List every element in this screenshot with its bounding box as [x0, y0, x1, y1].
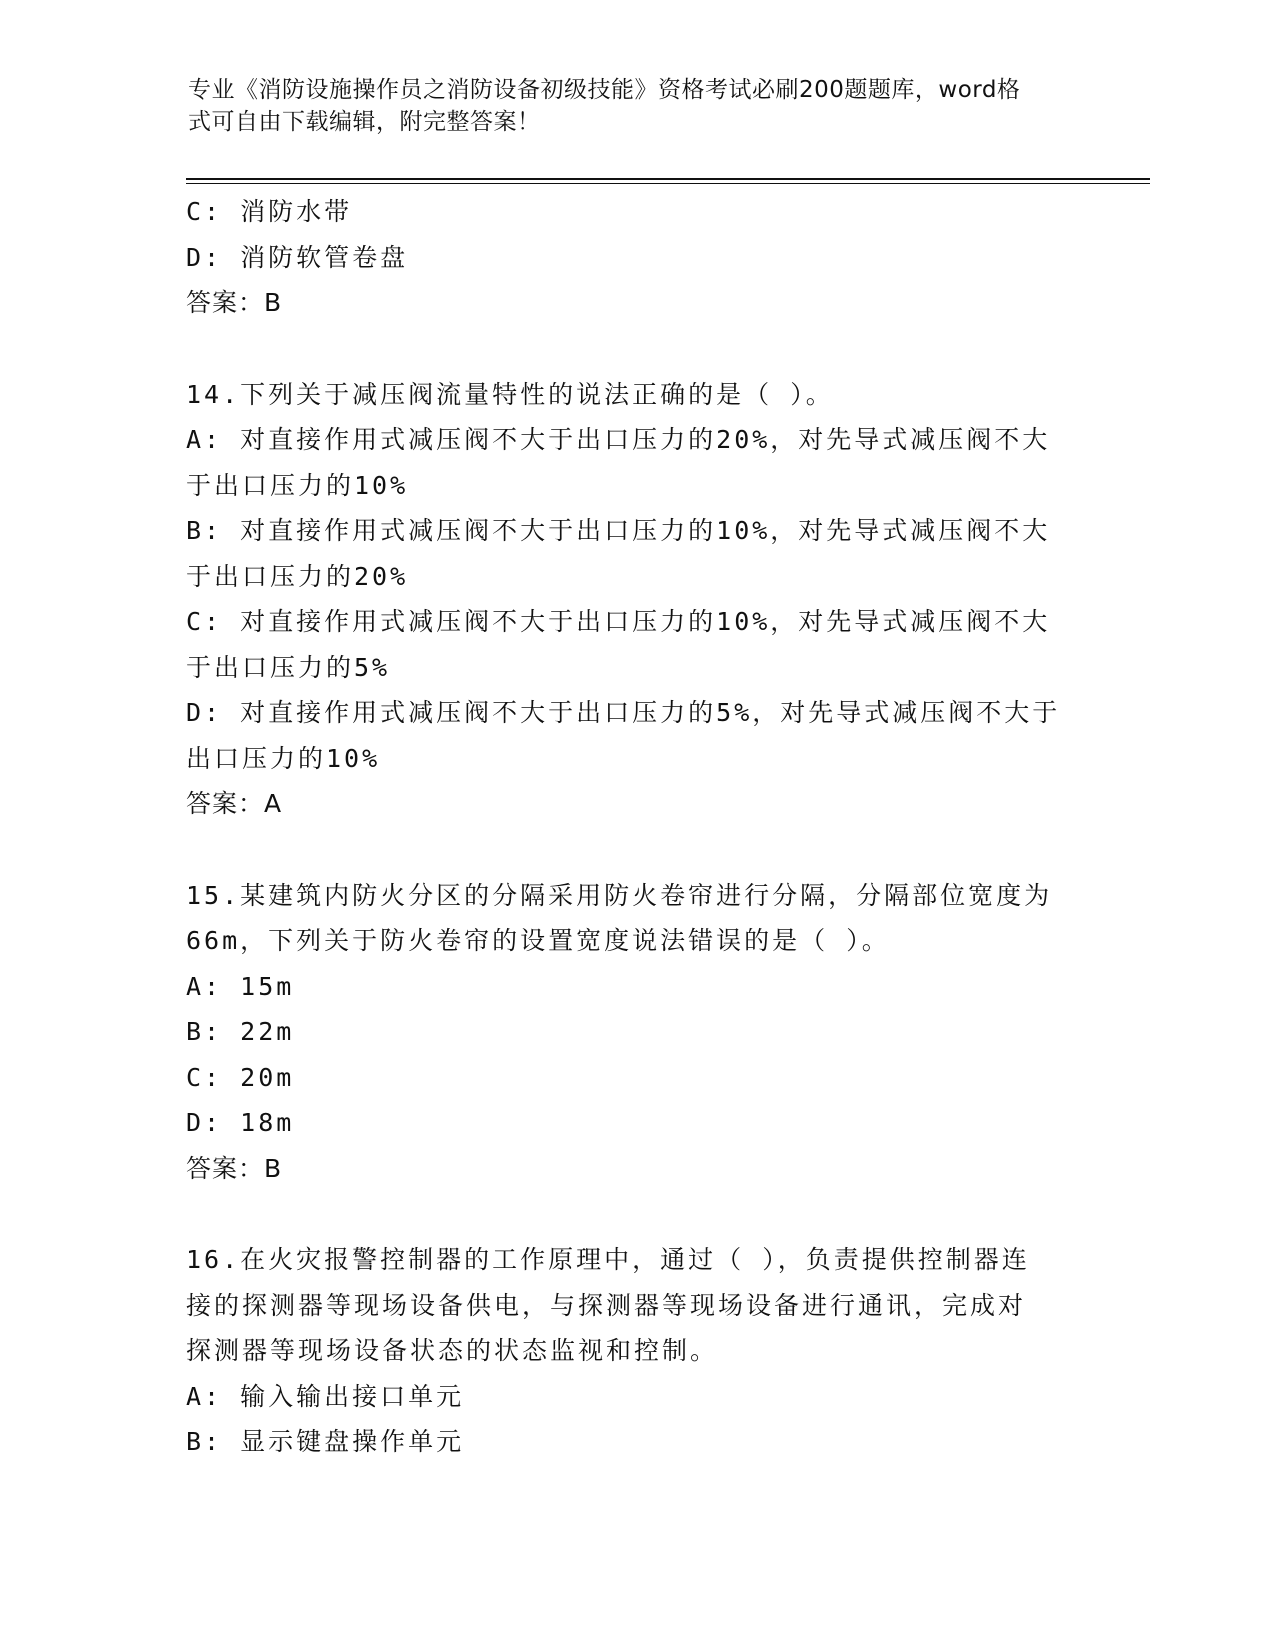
question-15-text: 15.某建筑内防火分区的分隔采用防火卷帘进行分隔，分隔部位宽度为 [186, 880, 1053, 910]
header-line: 专业《消防设施操作员之消防设备初级技能》资格考试必刷200题题库，word格 [188, 77, 1021, 103]
option-a: A: 输入输出接口单元 [186, 1381, 465, 1411]
header-divider-thin [186, 183, 1150, 184]
option-b: B: 对直接作用式减压阀不大于出口压力的10%，对先导式减压阀不大 [186, 516, 1051, 545]
spacer [186, 326, 1086, 372]
option-d: D: 对直接作用式减压阀不大于出口压力的5%，对先导式减压阀不大于 [186, 698, 1061, 727]
answer: 答案：A [186, 789, 283, 818]
option-c: C: 对直接作用式减压阀不大于出口压力的10%，对先导式减压阀不大 [186, 607, 1051, 636]
header-divider [186, 178, 1150, 180]
header-line: 式可自由下载编辑，附完整答案！ [188, 109, 541, 135]
spacer [186, 1191, 1086, 1237]
question-16-text: 16.在火灾报警控制器的工作原理中，通过（ ），负责提供控制器连 [186, 1245, 1030, 1274]
option-c: C: 消防水带 [186, 197, 353, 226]
question-list [186, 189, 1086, 1465]
option-c-continued: 于出口压力的5% [186, 652, 391, 682]
question-15-text-continued: 66m，下列关于防火卷帘的设置宽度说法错误的是（ ）。 [186, 926, 890, 955]
question-14-text: 14.下列关于减压阀流量特性的说法正确的是（ ）。 [186, 379, 834, 409]
option-b: B: 22m [186, 1017, 295, 1046]
option-b-continued: 于出口压力的20% [186, 561, 409, 591]
option-b: B: 显示键盘操作单元 [186, 1427, 465, 1456]
document-header [188, 74, 1078, 138]
spacer [186, 827, 1086, 873]
answer: 答案：B [186, 288, 283, 317]
option-d: D: 消防软管卷盘 [186, 242, 409, 272]
question-16-text-continued: 接的探测器等现场设备供电，与探测器等现场设备进行通讯，完成对 [186, 1290, 1027, 1320]
option-d: D: 18m [186, 1108, 295, 1137]
option-a: A: 15m [186, 971, 295, 1001]
option-a: A: 对直接作用式减压阀不大于出口压力的20%，对先导式减压阀不大 [186, 425, 1051, 454]
answer: 答案：B [186, 1153, 283, 1183]
question-16-text-continued: 探测器等现场设备状态的状态监视和控制。 [186, 1336, 719, 1365]
option-a-continued: 于出口压力的10% [186, 470, 409, 500]
option-d-continued: 出口压力的10% [186, 743, 381, 773]
option-c: C: 20m [186, 1062, 295, 1092]
